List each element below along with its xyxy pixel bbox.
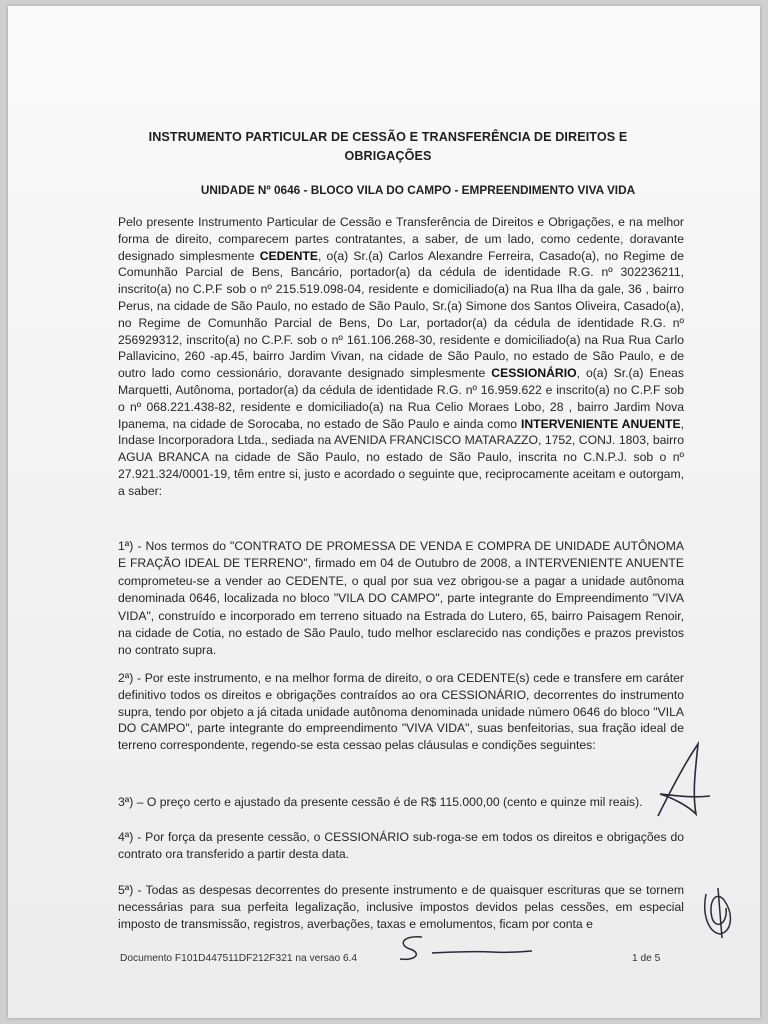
clause-1: 1ª) - Nos termos do "CONTRATO DE PROMESSA DE VENDA E COMPRA DE UNIDADE AUTÔNOMA E FRAÇÃO IDEAL DE TERRENO", firmado em 04 de Outubro de 2008, a INTERVENIENTE ANUENTE comprometeu-se a vender ao CEDENTE, o qual por sua vez obrigou-se a pagar a unidade autônoma denominada 0646, localizada no bloco "VILA DO CAMPO", parte integrante do Empreendimento "VIVA VIDA", construído e incorporado em terreno situado na Estrada do Lutero, 65, bairro Paisagem Renoir, na cidade de Cotia, no estado de São Paulo, tudo melhor esclarecido nas condições e prazos previstos no contrato supra. [118,539,684,658]
handwritten-signature [392,931,542,967]
clause-3: 3ª) – O preço certo e ajustado da presente cessão é de R$ 115.000,00 (cento e quinze mil reais). [118,795,643,809]
handwritten-initials-signature-2 [698,884,738,940]
document-title: INSTRUMENTO PARTICULAR DE CESSÃO E TRANSFERÊNCIA DE DIREITOS E OBRIGAÇÕES [148,130,628,163]
clause-2: 2ª) - Por este instrumento, e na melhor forma de direito, o ora CEDENTE(s) cede e transfere em caráter definitivo todos os direitos e obrigações contraídos ao ora CESSIONÁRIO, decorrentes do instrumento supra, tendo por objeto a já citada unidade autônoma denominada unidade número 0646 do bloco "VILA DO CAMPO", parte integrante do empreendimento "VIVA VIDA", suas benfeitorias, sua fração ideal de terreno correspondente, regendo-se esta cessao pelas cláusulas e condições seguintes: [118,671,684,753]
intro-text-3: , o(a) Sr.(a) Eneas Marquetti, Autônoma, portador(a) da cédula de identidade R.G. nº 16.959.622 e inscrito(a) no C.P.F sob o nº 068.221.438-82, residente e domiciliado(a) na Rua Celio Moraes Lobo, 28 , bairro Jardim Nova Ipanema, na cidade de Sorocaba, no estado de São Paulo e ainda como [118,366,684,431]
cessionario-label: CESSIONÁRIO [491,366,577,381]
handwritten-initials-signature [648,736,718,826]
intro-text-1: Pelo presente Instrumento Particular de Cessão e Transferência de Direitos e Obrigações, e na melhor forma de direito, comparecem partes contratantes, a saber, de um lado, como cedente, doravante designado simplesmente [118,215,684,263]
intro-text-2: , o(a) Sr.(a) Carlos Alexandre Ferreira, Casado(a), no Regime de Comunhão Parcial de Bens, Bancário, portador(a) da cédula de identidade R.G. nº 302236211, inscrito(a) no C.P.F sob o nº 215.519.098-04, residente e domiciliado(a) na Rua Ilha da gale, 36 , bairro Perus, na cidade de São Paulo, no estado de São Paulo, Sr.(a) Simone dos Santos Oliveira, Casado(a), no Regime de Comunhão Parcial de Bens, Do Lar, portador(a) da cédula de identidade R.G. nº 256929312, inscrito(a) no C.P.F. sob o nº 161.106.268-30, residente e domiciliado(a) na Rua Rua Carlo Pallavicino, 260 -ap.45, bairro Jardim Vivan, na cidade de São Paulo, no estado de São Paulo, e de outro lado como cessionário, doravante designado simplesmente [118,248,684,381]
clause-5: 5ª) - Todas as despesas decorrentes do presente instrumento e de quaisquer escrituras que se tornem necessárias para sua perfeita legalização, inclusive impostos devidos pelas cessões, em especial imposto de transmissão, registros, averbações, taxas e emolumentos, ficam por conta e [118,883,684,931]
unit-line: UNIDADE Nº 0646 - BLOCO VILA DO CAMPO - EMPREENDIMENTO VIVA VIDA [200,183,636,197]
interveniente-label: INTERVENIENTE ANUENTE [520,416,681,431]
document-page [8,6,760,1018]
footer-page-number: 1 de 5 [632,953,661,964]
intro-paragraph [118,214,684,500]
intro-text-4: , Indase Incorporadora Ltda., sediada na AVENIDA FRANCISCO MATARAZZO, 1752, CONJ. 1803, bairro AGUA BRANCA na cidade de São Paulo, no estado de São Paulo, inscrita no C.N.P.J. sob o nº 27.921.324/0001-19, têm entre si, justo e acordado o seguinte que, reciprocamente aceitam e outorgam, a saber: [118,416,684,498]
clause-4: 4ª) - Por força da presente cessão, o CESSIONÁRIO sub-roga-se em todos os direitos e obrigações do contrato ora transferido a partir desta data. [118,830,684,861]
footer-document-id: Documento F101D447511DF212F321 na versao 6.4 [120,953,358,964]
cedente-label: CEDENTE [259,248,318,263]
